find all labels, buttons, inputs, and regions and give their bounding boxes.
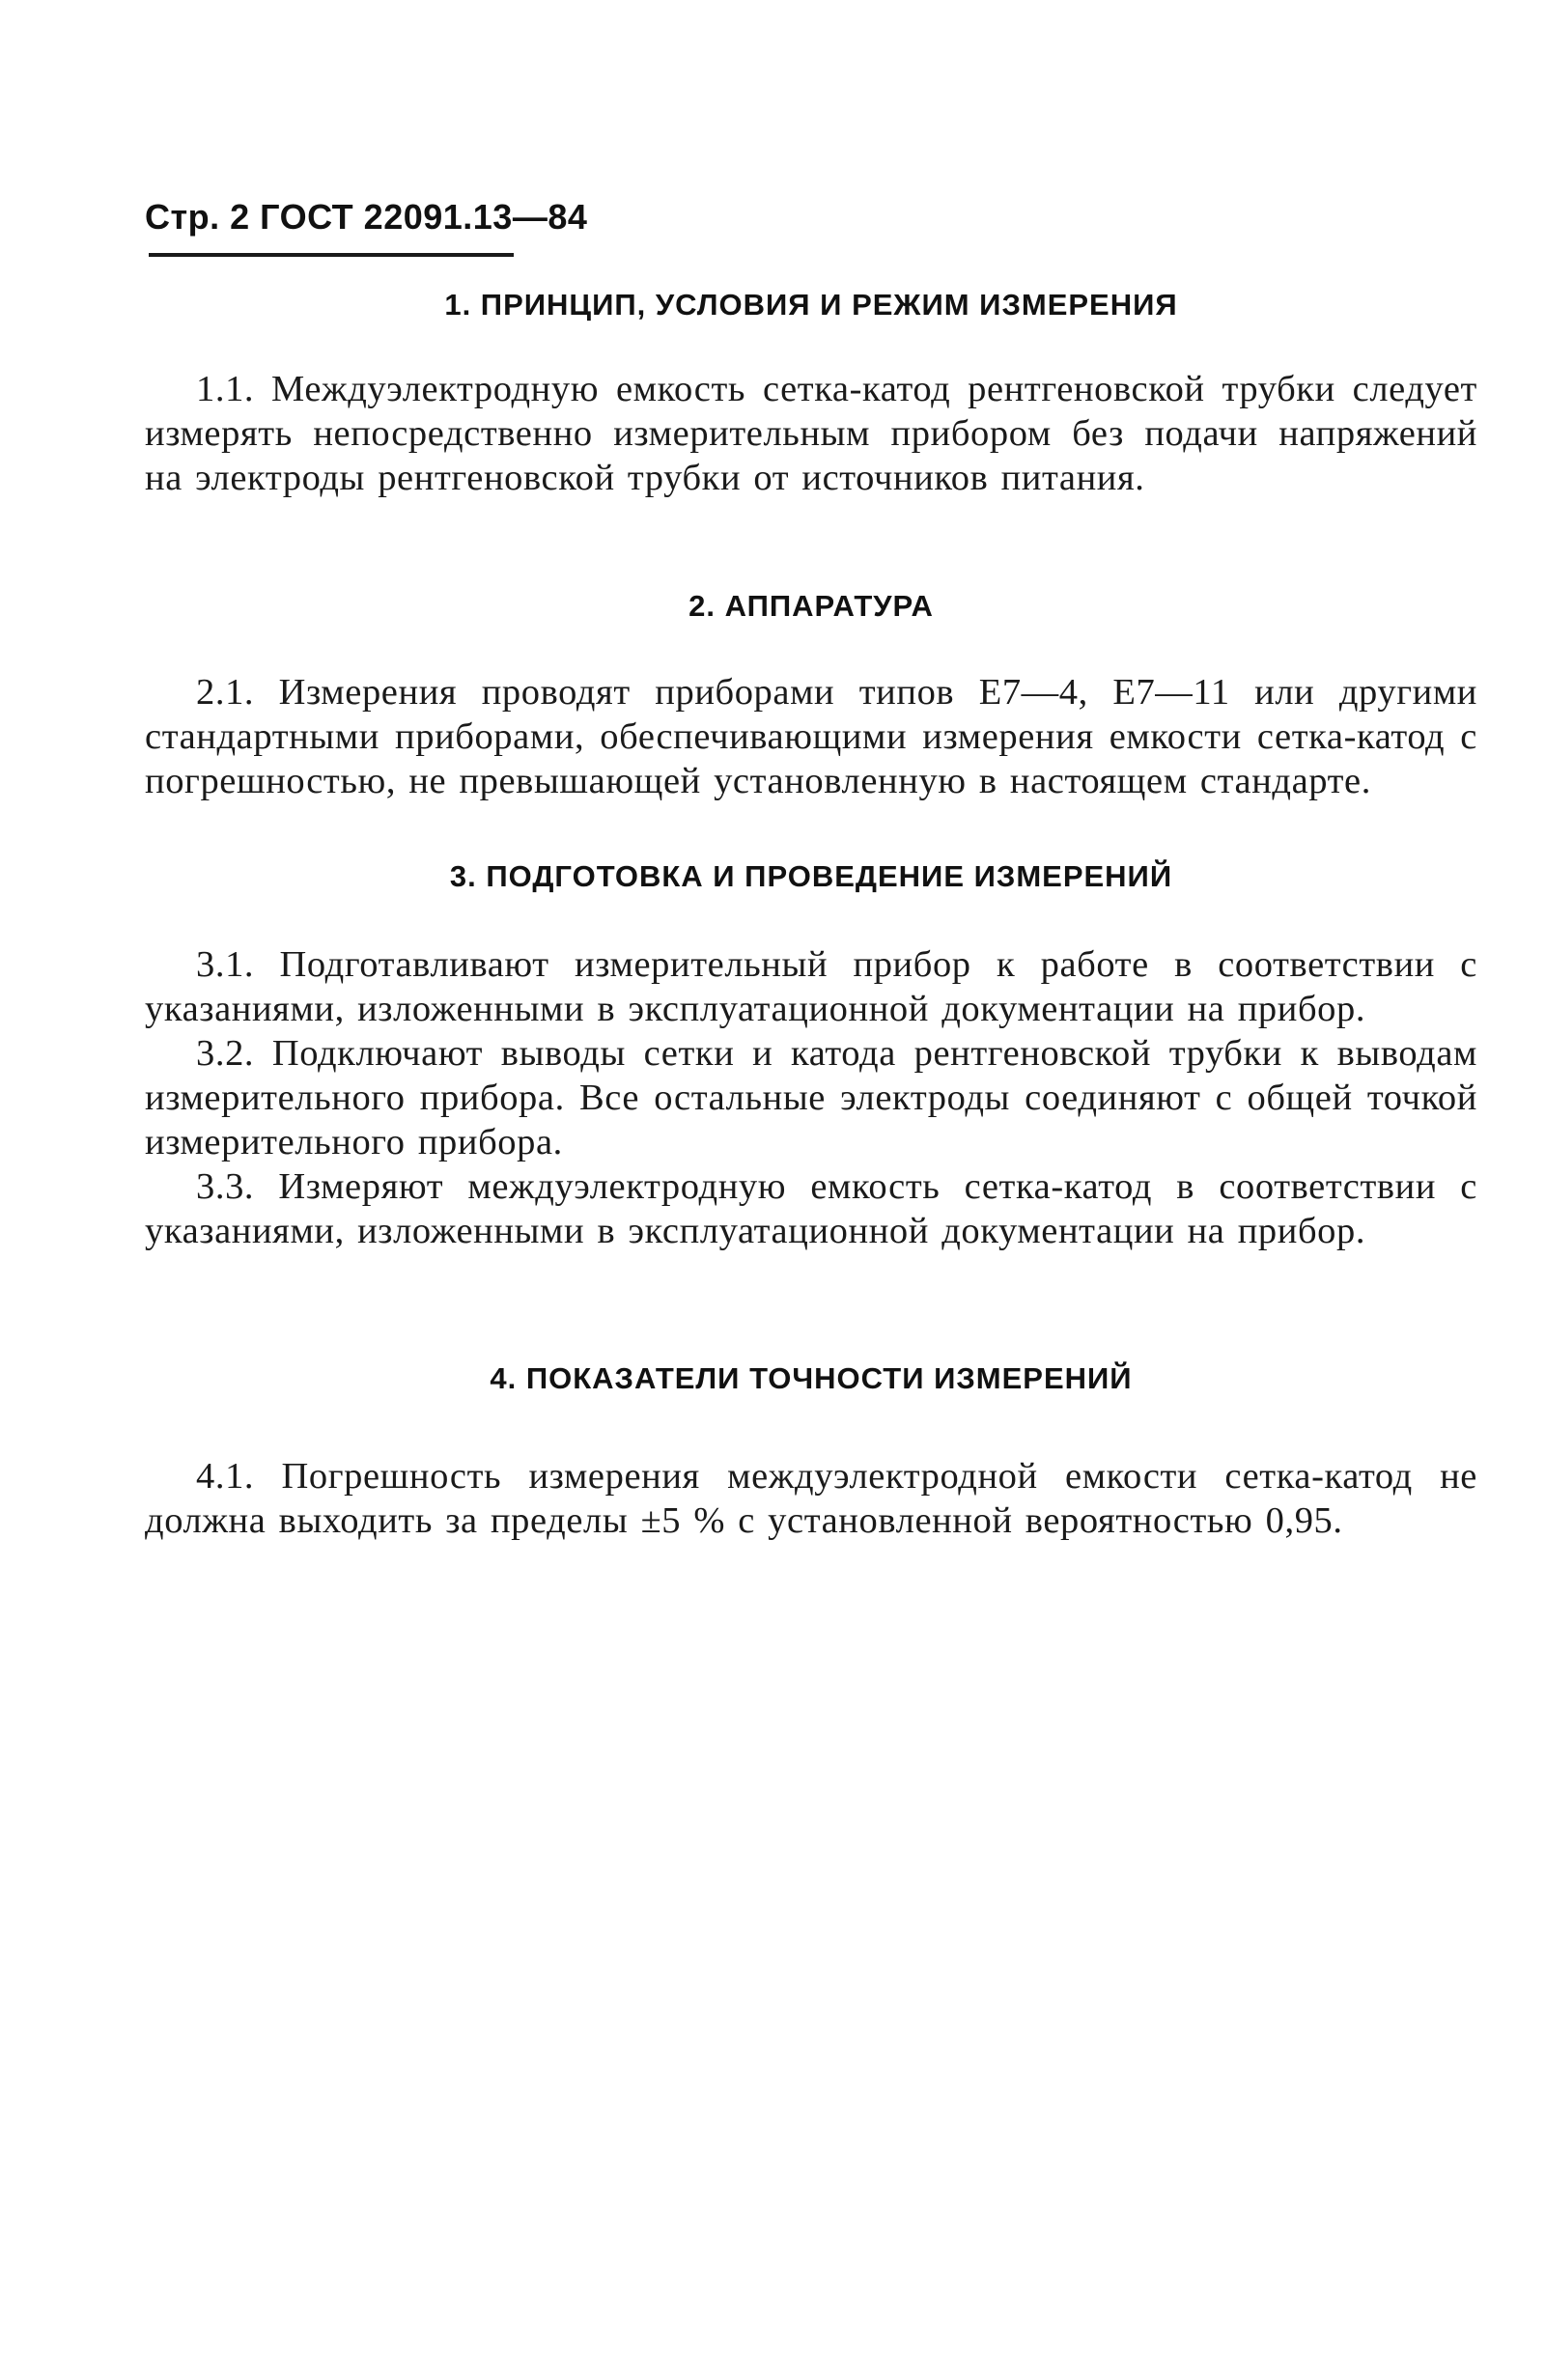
section-heading: 2. АППАРАТУРА <box>688 589 934 623</box>
paragraph-4-1: 4.1. Погрешность измерения междуэлектродной емкости сетка-катод не должна выходить за пределы ±5 % с установленной вероятностью 0,95. <box>145 1456 1477 1541</box>
paragraph-3-1: 3.1. Подготавливают измерительный прибор к работе в соответствии с указаниями, изложенными в эксплуатационной документации на прибор. <box>145 944 1477 1029</box>
section-apparatus <box>145 589 1477 803</box>
section-preparation <box>145 859 1477 1253</box>
paragraph-3-2: 3.2. Подключают выводы сетки и катода рентгеновской трубки к выводам измерительного прибора. Все остальные электроды соединяют с общей точкой измерительного прибора. <box>145 1033 1477 1162</box>
document-page <box>145 0 1477 2380</box>
section-heading: 1. ПРИНЦИП, УСЛОВИЯ И РЕЖИМ ИЗМЕРЕНИЯ <box>444 288 1178 322</box>
section-heading: 4. ПОКАЗАТЕЛИ ТОЧНОСТИ ИЗМЕРЕНИЙ <box>490 1361 1133 1395</box>
running-header: Стр. 2 ГОСТ 22091.13—84 <box>145 197 588 237</box>
paragraph-1-1: 1.1. Междуэлектродную емкость сетка-катод рентгеновской трубки следует измерять непосредственно измерительным прибором без подачи напряжений на электроды рентгеновской трубки от источников питания. <box>145 369 1477 498</box>
section-accuracy <box>145 1361 1477 1543</box>
section-heading: 3. ПОДГОТОВКА И ПРОВЕДЕНИЕ ИЗМЕРЕНИЙ <box>449 859 1173 893</box>
paragraph-3-3: 3.3. Измеряют междуэлектродную емкость сетка-катод в соответствии с указаниями, изложенными в эксплуатационной документации на прибор. <box>145 1166 1477 1251</box>
header-rule <box>149 253 514 257</box>
paragraph-2-1: 2.1. Измерения проводят приборами типов Е7—4, Е7—11 или другими стандартными приборами, обеспечивающими измерения емкости сетка-катод с погрешностью, не превышающей установленную в настоящем стандарте. <box>145 672 1477 801</box>
section-principle <box>145 288 1477 500</box>
